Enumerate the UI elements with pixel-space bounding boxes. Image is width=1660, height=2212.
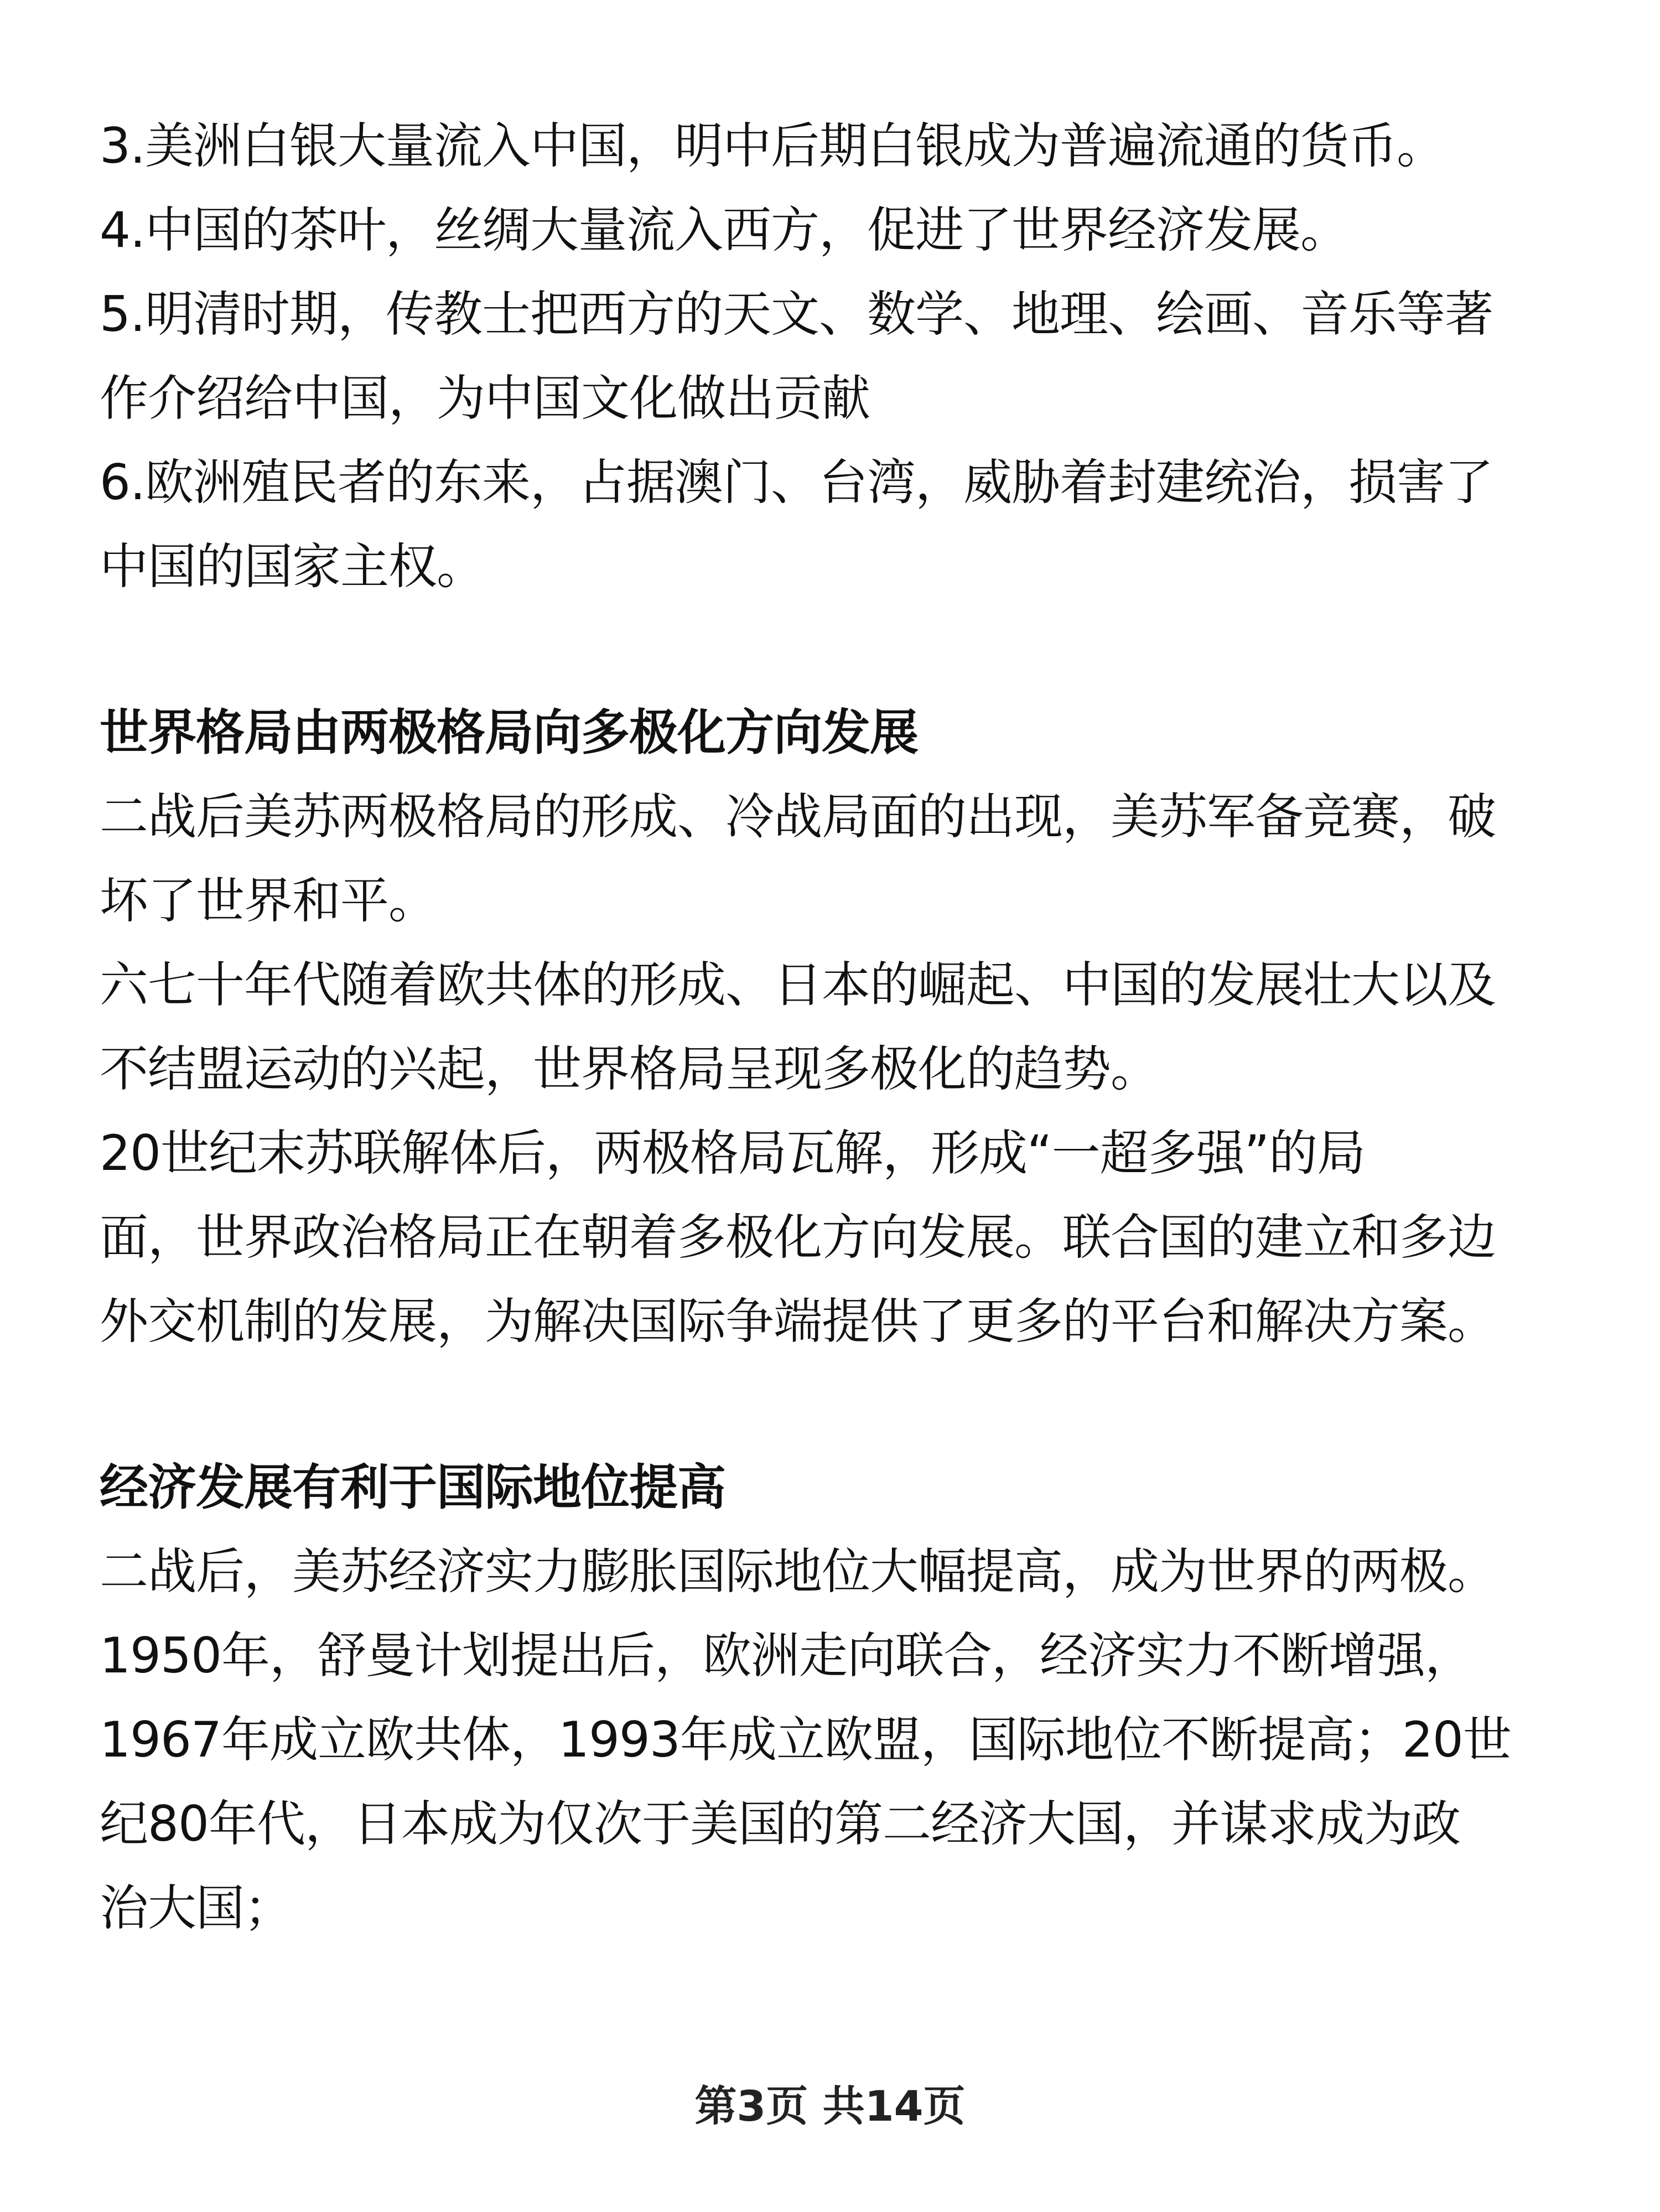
paragraph-line: 1950年，舒曼计划提出后，欧洲走向联合，经济实力不断增强， bbox=[100, 1627, 1473, 1684]
paragraph-line: 纪80年代，日本成为仅次于美国的第二经济大国，并谋求成为政 bbox=[100, 1795, 1460, 1852]
paragraph-line: 1967年成立欧共体，1993年成立欧盟，国际地位不断提高；20世 bbox=[100, 1711, 1511, 1768]
paragraph-line: 治大国； bbox=[100, 1879, 293, 1936]
section-intro bbox=[100, 104, 1560, 609]
paragraph-line: 六七十年代随着欧共体的形成、日本的崛起、中国的发展壮大以及 bbox=[100, 956, 1496, 1013]
section-spacer bbox=[100, 1364, 1560, 1446]
paragraph-line: 4.中国的茶叶，丝绸大量流入西方，促进了世界经济发展。 bbox=[100, 201, 1348, 258]
section-heading: 世界格局由两极格局向多极化方向发展 bbox=[100, 704, 919, 761]
paragraph-line: 20世纪末苏联解体后，两极格局瓦解，形成“一超多强”的局 bbox=[100, 1125, 1366, 1182]
paragraph-line: 面，世界政治格局正在朝着多极化方向发展。联合国的建立和多边 bbox=[100, 1209, 1496, 1266]
page-number: 第3页 共14页 bbox=[694, 2081, 966, 2131]
paragraph-line: 外交机制的发展，为解决国际争端提供了更多的平台和解决方案。 bbox=[100, 1293, 1496, 1350]
paragraph-line: 不结盟运动的兴起，世界格局呈现多极化的趋势。 bbox=[100, 1040, 1159, 1097]
paragraph-line: 6.欧洲殖民者的东来，占据澳门、台湾，威胁着封建统治，损害了 bbox=[100, 454, 1493, 511]
section-world-pattern bbox=[100, 691, 1560, 1364]
section-spacer bbox=[100, 609, 1560, 691]
paragraph-line: 二战后美苏两极格局的形成、冷战局面的出现，美苏军备竞赛，破 bbox=[100, 788, 1496, 845]
paragraph-line: 5.明清时期，传教士把西方的天文、数学、地理、绘画、音乐等著 bbox=[100, 286, 1493, 343]
paragraph-line: 中国的国家主权。 bbox=[100, 538, 485, 595]
section-heading: 经济发展有利于国际地位提高 bbox=[100, 1459, 726, 1516]
paragraph-line: 二战后，美苏经济实力膨胀国际地位大幅提高，成为世界的两极。 bbox=[100, 1543, 1496, 1600]
paragraph-line: 作介绍给中国，为中国文化做出贡献 bbox=[100, 370, 870, 427]
section-economy bbox=[100, 1446, 1560, 1950]
paragraph-line: 3.美洲白银大量流入中国，明中后期白银成为普遍流通的货币。 bbox=[100, 117, 1445, 174]
paragraph-line: 坏了世界和平。 bbox=[100, 872, 437, 929]
document-page bbox=[100, 104, 1560, 1950]
